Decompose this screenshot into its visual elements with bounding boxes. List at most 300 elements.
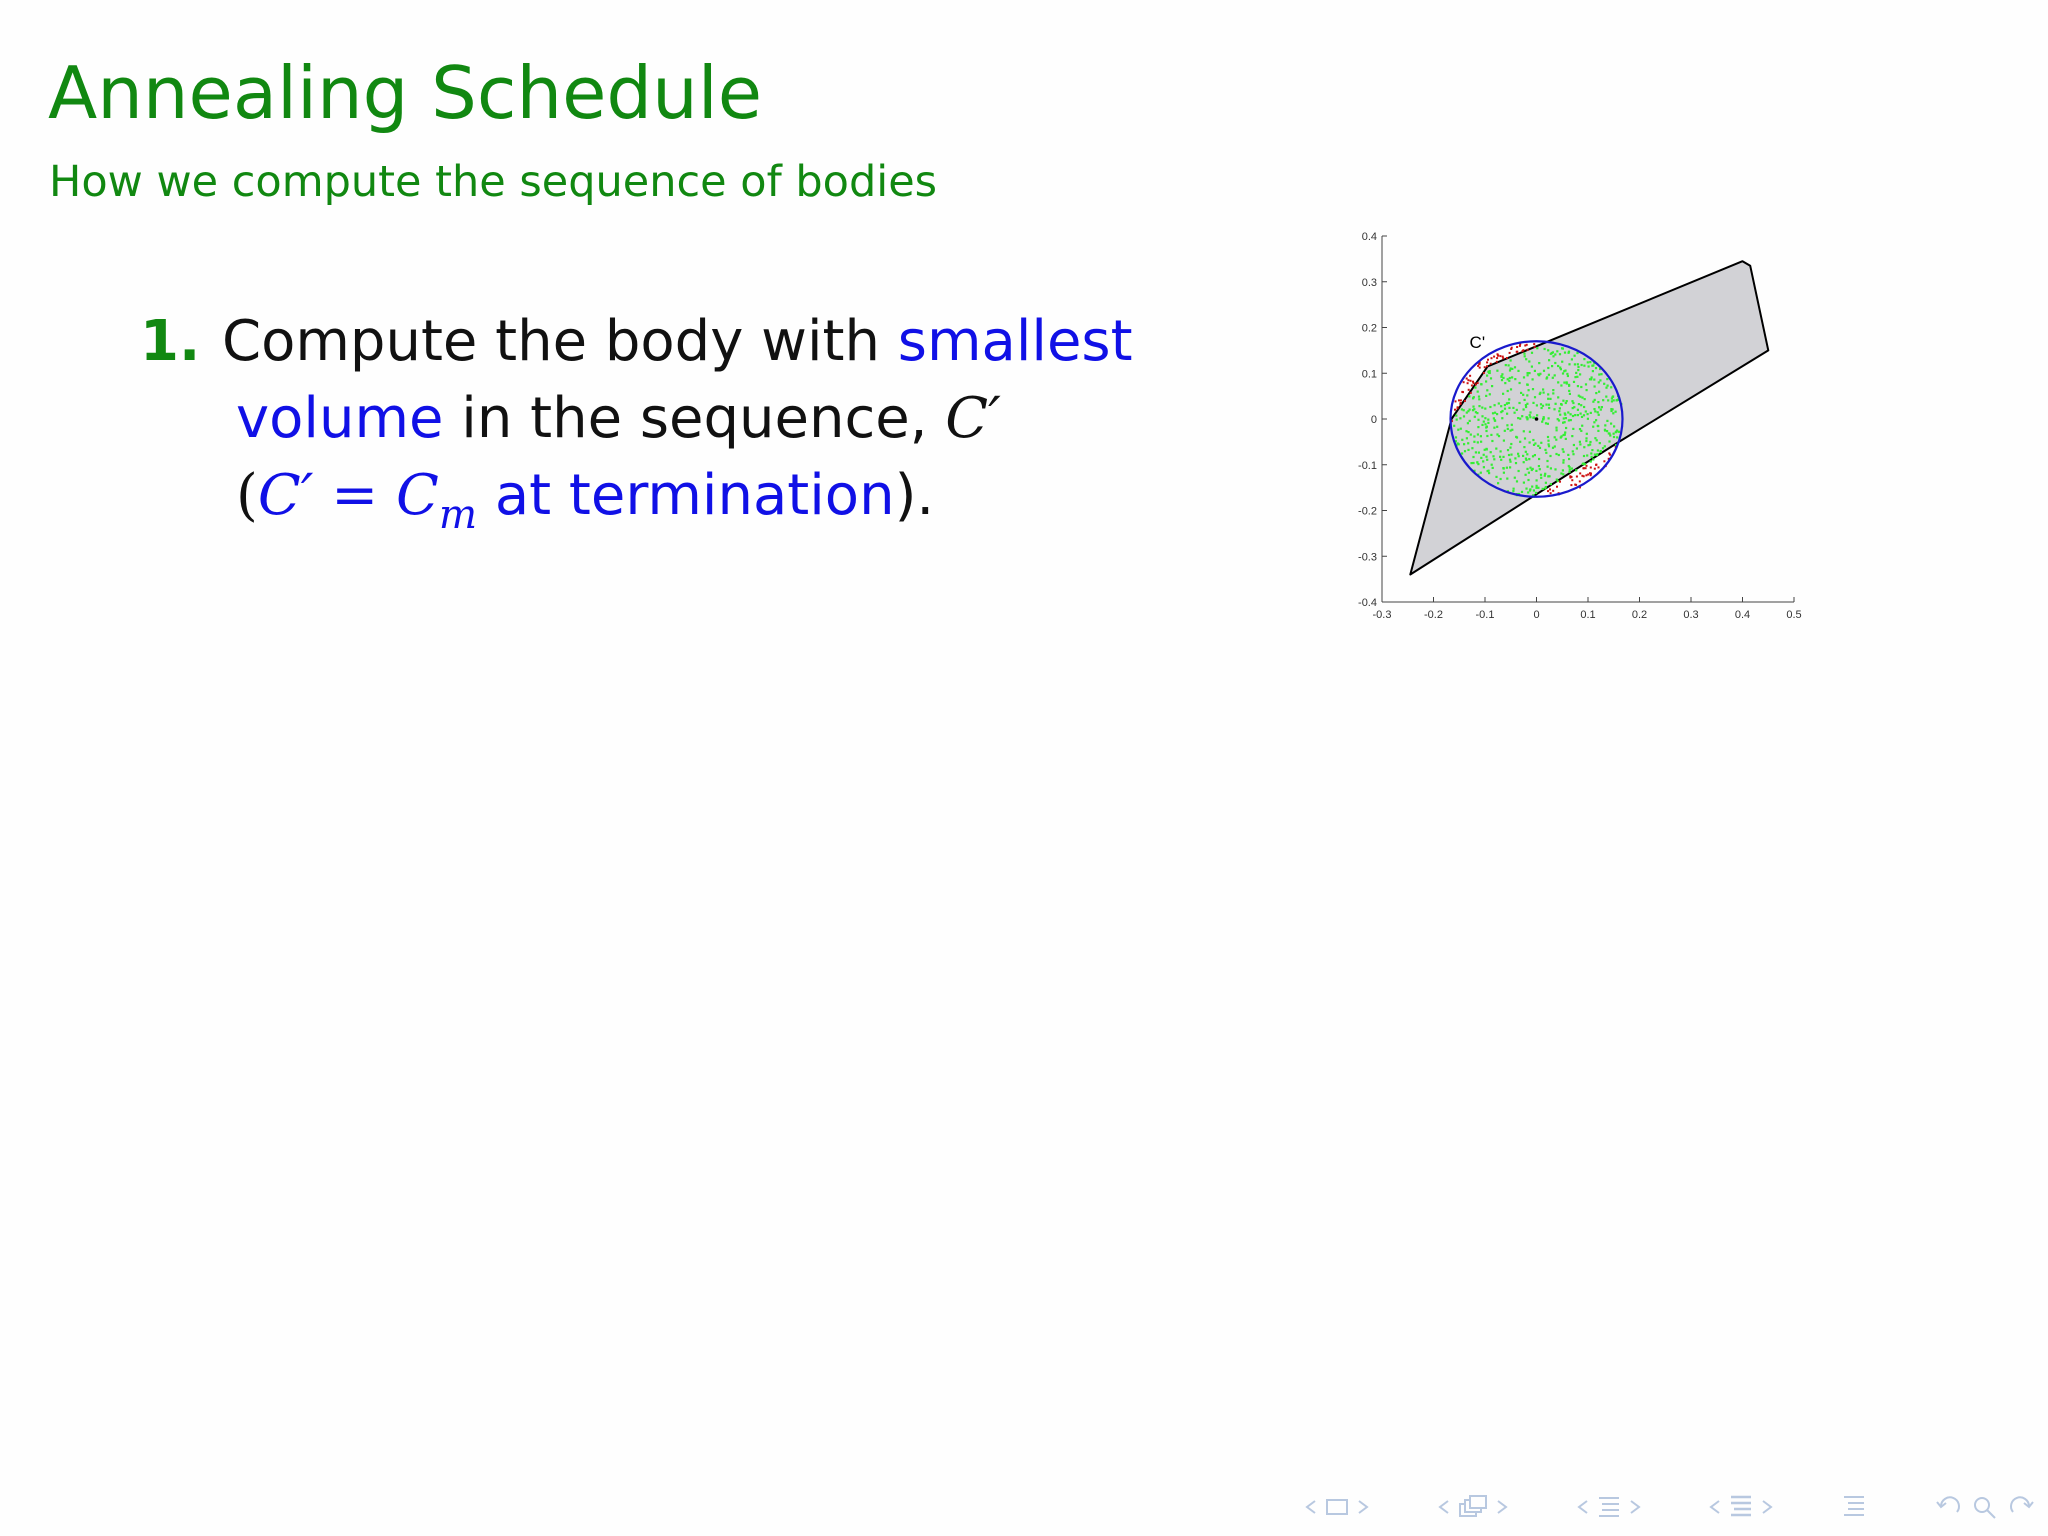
inside-point [1601, 406, 1603, 408]
inside-point [1519, 382, 1521, 384]
outside-point [1473, 382, 1475, 384]
inside-point [1531, 486, 1533, 488]
inside-point [1478, 396, 1480, 398]
outside-point [1549, 488, 1551, 490]
y-tick-label: -0.3 [1358, 551, 1377, 564]
inside-point [1474, 416, 1476, 418]
inside-point [1526, 418, 1528, 420]
inside-point [1548, 417, 1550, 419]
outside-point [1587, 474, 1589, 476]
inside-point [1562, 473, 1564, 475]
inside-point [1499, 456, 1501, 458]
inside-point [1599, 379, 1601, 381]
inside-point [1536, 347, 1538, 349]
inside-point [1564, 352, 1566, 354]
inside-point [1503, 472, 1505, 474]
inside-point [1509, 447, 1511, 449]
inside-point [1526, 383, 1528, 385]
arrow-right-icon[interactable] [1357, 1499, 1369, 1515]
inside-point [1590, 460, 1592, 462]
inside-point [1597, 425, 1599, 427]
inside-point [1616, 436, 1618, 438]
inside-point [1502, 467, 1504, 469]
inside-point [1523, 482, 1525, 484]
inside-point [1525, 459, 1527, 461]
inside-point [1527, 479, 1529, 481]
inside-point [1554, 362, 1556, 364]
inside-point [1604, 429, 1606, 431]
x-tick-label: 0.5 [1786, 609, 1802, 621]
inside-point [1606, 430, 1608, 432]
inside-point [1465, 430, 1467, 432]
inside-point [1490, 451, 1492, 453]
inside-point [1496, 426, 1498, 428]
inside-point [1478, 452, 1480, 454]
inside-point [1493, 417, 1495, 419]
frame-nav [1305, 1497, 1369, 1517]
section-icon[interactable] [1729, 1494, 1753, 1520]
inside-point [1595, 392, 1597, 394]
inside-point [1474, 387, 1476, 389]
outside-point [1556, 486, 1558, 488]
outside-point [1493, 356, 1495, 358]
inside-point [1605, 396, 1607, 398]
inside-point [1598, 373, 1600, 375]
inside-point [1587, 361, 1589, 363]
inside-point [1478, 398, 1480, 400]
inside-point [1581, 416, 1583, 418]
outside-point [1533, 343, 1535, 345]
inside-point [1602, 399, 1604, 401]
outside-point [1490, 363, 1492, 365]
arrow-left-icon[interactable] [1577, 1499, 1589, 1515]
inside-point [1526, 453, 1528, 455]
inside-point [1494, 404, 1496, 406]
inside-point [1509, 369, 1511, 371]
inside-point [1600, 409, 1602, 411]
outside-point [1491, 357, 1493, 359]
arrow-right-icon[interactable] [1629, 1499, 1641, 1515]
inside-point [1463, 443, 1465, 445]
outside-point [1590, 473, 1592, 475]
inside-point [1548, 374, 1550, 376]
slides-icon[interactable] [1458, 1494, 1488, 1520]
y-tick-label: 0.4 [1361, 231, 1377, 243]
inside-point [1553, 408, 1555, 410]
math-c-prime: C′ [945, 386, 1001, 451]
inside-point [1574, 376, 1576, 378]
inside-point [1613, 436, 1615, 438]
inside-point [1572, 415, 1574, 417]
inside-point [1509, 461, 1511, 463]
search-icon[interactable] [1971, 1494, 1999, 1520]
slide-subtitle: How we compute the sequence of bodies [49, 157, 938, 207]
inside-point [1566, 382, 1568, 384]
inside-point [1611, 400, 1613, 402]
inside-point [1577, 414, 1579, 416]
outside-point [1590, 467, 1592, 469]
outside-point [1484, 366, 1486, 368]
inside-point [1514, 412, 1516, 414]
inside-point [1556, 429, 1558, 431]
inside-point [1545, 404, 1547, 406]
inside-point [1523, 430, 1525, 432]
inside-point [1506, 403, 1508, 405]
inside-point [1585, 437, 1587, 439]
inside-point [1529, 416, 1531, 418]
inside-point [1563, 434, 1565, 436]
inside-point [1562, 372, 1564, 374]
inside-point [1524, 399, 1526, 401]
inside-point [1567, 375, 1569, 377]
inside-point [1598, 406, 1600, 408]
inside-point [1481, 415, 1483, 417]
outside-point [1470, 392, 1472, 394]
inside-point [1590, 412, 1592, 414]
inside-point [1545, 482, 1547, 484]
inside-point [1559, 414, 1561, 416]
inside-point [1564, 431, 1566, 433]
inside-point [1577, 385, 1579, 387]
outside-point [1506, 357, 1508, 359]
inside-point [1535, 492, 1537, 494]
forward-icon[interactable] [2007, 1494, 2035, 1520]
inside-point [1544, 348, 1546, 350]
inside-point [1577, 363, 1579, 365]
inside-point [1522, 455, 1524, 457]
inside-point [1521, 415, 1523, 417]
inside-point [1501, 379, 1503, 381]
inside-point [1507, 428, 1509, 430]
inside-point [1540, 403, 1542, 405]
inside-point [1591, 449, 1593, 451]
inside-point [1615, 411, 1617, 413]
toc-icon[interactable] [1842, 1494, 1866, 1520]
inside-point [1567, 411, 1569, 413]
inside-point [1547, 367, 1549, 369]
inside-point [1598, 391, 1600, 393]
inside-point [1485, 380, 1487, 382]
outside-point [1483, 372, 1485, 374]
inside-point [1520, 392, 1522, 394]
inside-point [1570, 419, 1572, 421]
inside-point [1531, 366, 1533, 368]
outside-point [1458, 399, 1460, 401]
inside-point [1481, 424, 1483, 426]
inside-point [1547, 398, 1549, 400]
inside-point [1536, 404, 1538, 406]
inside-point [1559, 353, 1561, 355]
outside-point [1468, 389, 1470, 391]
subsection-icon[interactable] [1597, 1494, 1621, 1520]
inside-point [1550, 353, 1552, 355]
inside-point [1473, 441, 1475, 443]
inside-point [1491, 464, 1493, 466]
inside-point [1529, 411, 1531, 413]
inside-point [1524, 437, 1526, 439]
inside-point [1512, 407, 1514, 409]
inside-point [1526, 403, 1528, 405]
inside-point [1500, 450, 1502, 452]
inside-point [1529, 489, 1531, 491]
inside-point [1595, 367, 1597, 369]
inside-point [1563, 459, 1565, 461]
chart [1340, 222, 1820, 632]
inside-point [1481, 407, 1483, 409]
inside-point [1523, 408, 1525, 410]
inside-point [1516, 436, 1518, 438]
inside-point [1568, 385, 1570, 387]
inside-point [1540, 477, 1542, 479]
inside-point [1597, 449, 1599, 451]
inside-point [1485, 426, 1487, 428]
inside-point [1483, 421, 1485, 423]
inside-point [1470, 434, 1472, 436]
inside-point [1538, 362, 1540, 364]
inside-point [1594, 454, 1596, 456]
inside-point [1493, 458, 1495, 460]
outside-point [1509, 352, 1511, 354]
inside-point [1525, 406, 1527, 408]
inside-point [1547, 423, 1549, 425]
arrow-left-icon[interactable] [1305, 1499, 1317, 1515]
inside-point [1566, 373, 1568, 375]
x-tick-label: -0.2 [1424, 609, 1443, 621]
inside-point [1571, 468, 1573, 470]
inside-point [1555, 427, 1557, 429]
inside-point [1500, 405, 1502, 407]
inside-point [1506, 413, 1508, 415]
inside-point [1583, 446, 1585, 448]
arrow-right-icon[interactable] [1496, 1499, 1508, 1515]
outside-point [1603, 460, 1605, 462]
inside-point [1480, 472, 1482, 474]
inside-point [1550, 467, 1552, 469]
inside-point [1507, 390, 1509, 392]
inside-point [1504, 408, 1506, 410]
inside-point [1477, 391, 1479, 393]
inside-point [1609, 434, 1611, 436]
inside-point [1467, 431, 1469, 433]
inside-point [1501, 375, 1503, 377]
inside-point [1453, 425, 1455, 427]
inside-point [1580, 386, 1582, 388]
arrow-right-icon[interactable] [1761, 1499, 1773, 1515]
inside-point [1488, 470, 1490, 472]
inside-point [1534, 454, 1536, 456]
inside-point [1529, 414, 1531, 416]
inside-point [1574, 355, 1576, 357]
inside-point [1477, 419, 1479, 421]
outside-point [1502, 357, 1504, 359]
inside-point [1514, 457, 1516, 459]
y-tick-label: 0.2 [1361, 322, 1377, 335]
inside-point [1545, 422, 1547, 424]
inside-point [1483, 466, 1485, 468]
inside-point [1581, 425, 1583, 427]
inside-point [1574, 363, 1576, 365]
inside-point [1503, 440, 1505, 442]
inside-point [1539, 447, 1541, 449]
inside-point [1528, 458, 1530, 460]
y-tick-label: 0 [1370, 414, 1377, 426]
inside-point [1496, 433, 1498, 435]
inside-point [1542, 405, 1544, 407]
inside-point [1595, 419, 1597, 421]
inside-point [1577, 369, 1579, 371]
outside-point [1471, 385, 1473, 387]
inside-point [1472, 462, 1474, 464]
inside-point [1568, 471, 1570, 473]
inside-point [1528, 472, 1530, 474]
inside-point [1534, 396, 1536, 398]
inside-point [1508, 380, 1510, 382]
inside-point [1608, 440, 1610, 442]
inside-point [1542, 388, 1544, 390]
inside-point [1534, 370, 1536, 372]
inside-point [1599, 451, 1601, 453]
inside-point [1504, 430, 1506, 432]
inside-point [1525, 451, 1527, 453]
inside-point [1525, 358, 1527, 360]
inside-point [1598, 381, 1600, 383]
inside-point [1491, 385, 1493, 387]
inside-point [1494, 412, 1496, 414]
arrow-left-icon[interactable] [1709, 1499, 1721, 1515]
arrow-left-icon[interactable] [1438, 1499, 1450, 1515]
y-tick-label: -0.1 [1358, 459, 1377, 472]
inside-point [1569, 469, 1571, 471]
inside-point [1586, 433, 1588, 435]
inside-point [1579, 443, 1581, 445]
item-number: 1. [140, 309, 201, 374]
inside-point [1562, 348, 1564, 350]
y-tick-label: 0.1 [1361, 368, 1377, 381]
inside-point [1460, 428, 1462, 430]
inside-point [1581, 364, 1583, 366]
inside-point [1511, 424, 1513, 426]
frame-icon[interactable] [1325, 1497, 1349, 1517]
inside-point [1603, 383, 1605, 385]
outside-point [1594, 468, 1596, 470]
inside-point [1532, 439, 1534, 441]
inside-point [1510, 454, 1512, 456]
inside-point [1559, 367, 1561, 369]
inside-point [1527, 372, 1529, 374]
outside-point [1469, 375, 1471, 377]
inside-point [1484, 408, 1486, 410]
inside-point [1558, 410, 1560, 412]
inside-point [1569, 466, 1571, 468]
inside-point [1489, 406, 1491, 408]
inside-point [1486, 375, 1488, 377]
inside-point [1501, 417, 1503, 419]
inside-point [1556, 479, 1558, 481]
inside-point [1518, 402, 1520, 404]
inside-point [1477, 463, 1479, 465]
inside-point [1583, 414, 1585, 416]
outside-point [1486, 365, 1488, 367]
back-icon[interactable] [1935, 1494, 1963, 1520]
inside-point [1612, 396, 1614, 398]
inside-point [1560, 403, 1562, 405]
inside-point [1608, 432, 1610, 434]
inside-point [1484, 417, 1486, 419]
inside-point [1573, 444, 1575, 446]
inside-point [1577, 366, 1579, 368]
inside-point [1555, 453, 1557, 455]
inside-point [1578, 403, 1580, 405]
outside-point [1581, 475, 1583, 477]
y-tick-label: -0.4 [1358, 597, 1377, 609]
inside-point [1545, 486, 1547, 488]
inside-point [1537, 373, 1539, 375]
inside-point [1579, 373, 1581, 375]
outside-point [1609, 454, 1611, 456]
inside-point [1602, 447, 1604, 449]
outside-point [1467, 382, 1469, 384]
inside-point [1528, 360, 1530, 362]
inside-point [1506, 424, 1508, 426]
inside-point [1508, 402, 1510, 404]
inside-point [1593, 421, 1595, 423]
inside-point [1486, 459, 1488, 461]
inside-point [1494, 419, 1496, 421]
outside-point [1477, 365, 1479, 367]
inside-point [1509, 377, 1511, 379]
inside-point [1467, 422, 1469, 424]
inside-point [1560, 436, 1562, 438]
inside-point [1529, 431, 1531, 433]
inside-point [1487, 371, 1489, 373]
inside-point [1528, 372, 1530, 374]
inside-point [1535, 470, 1537, 472]
inside-point [1516, 409, 1518, 411]
inside-point [1590, 378, 1592, 380]
outside-point [1454, 409, 1456, 411]
inside-point [1457, 429, 1459, 431]
inside-point [1495, 476, 1497, 478]
inside-point [1496, 413, 1498, 415]
inside-point [1572, 428, 1574, 430]
inside-point [1583, 365, 1585, 367]
inside-point [1540, 474, 1542, 476]
outside-point [1487, 359, 1489, 361]
inside-point [1541, 407, 1543, 409]
inside-point [1455, 415, 1457, 417]
outside-point [1516, 351, 1518, 353]
inside-point [1585, 410, 1587, 412]
inside-point [1497, 482, 1499, 484]
inside-point [1531, 469, 1533, 471]
inside-point [1568, 458, 1570, 460]
inside-point [1540, 442, 1542, 444]
inside-point [1613, 425, 1615, 427]
inside-point [1589, 361, 1591, 363]
item-highlight: at termination [477, 463, 895, 528]
outside-point [1464, 400, 1466, 402]
inside-point [1599, 442, 1601, 444]
x-tick-label: -0.1 [1475, 609, 1495, 621]
outside-point [1570, 484, 1572, 486]
inside-point [1505, 364, 1507, 366]
inside-point [1552, 355, 1554, 357]
math-subscript-m: m [438, 491, 478, 539]
inside-point [1610, 386, 1612, 388]
inside-point [1564, 421, 1566, 423]
inside-point [1581, 397, 1583, 399]
inside-point [1461, 439, 1463, 441]
